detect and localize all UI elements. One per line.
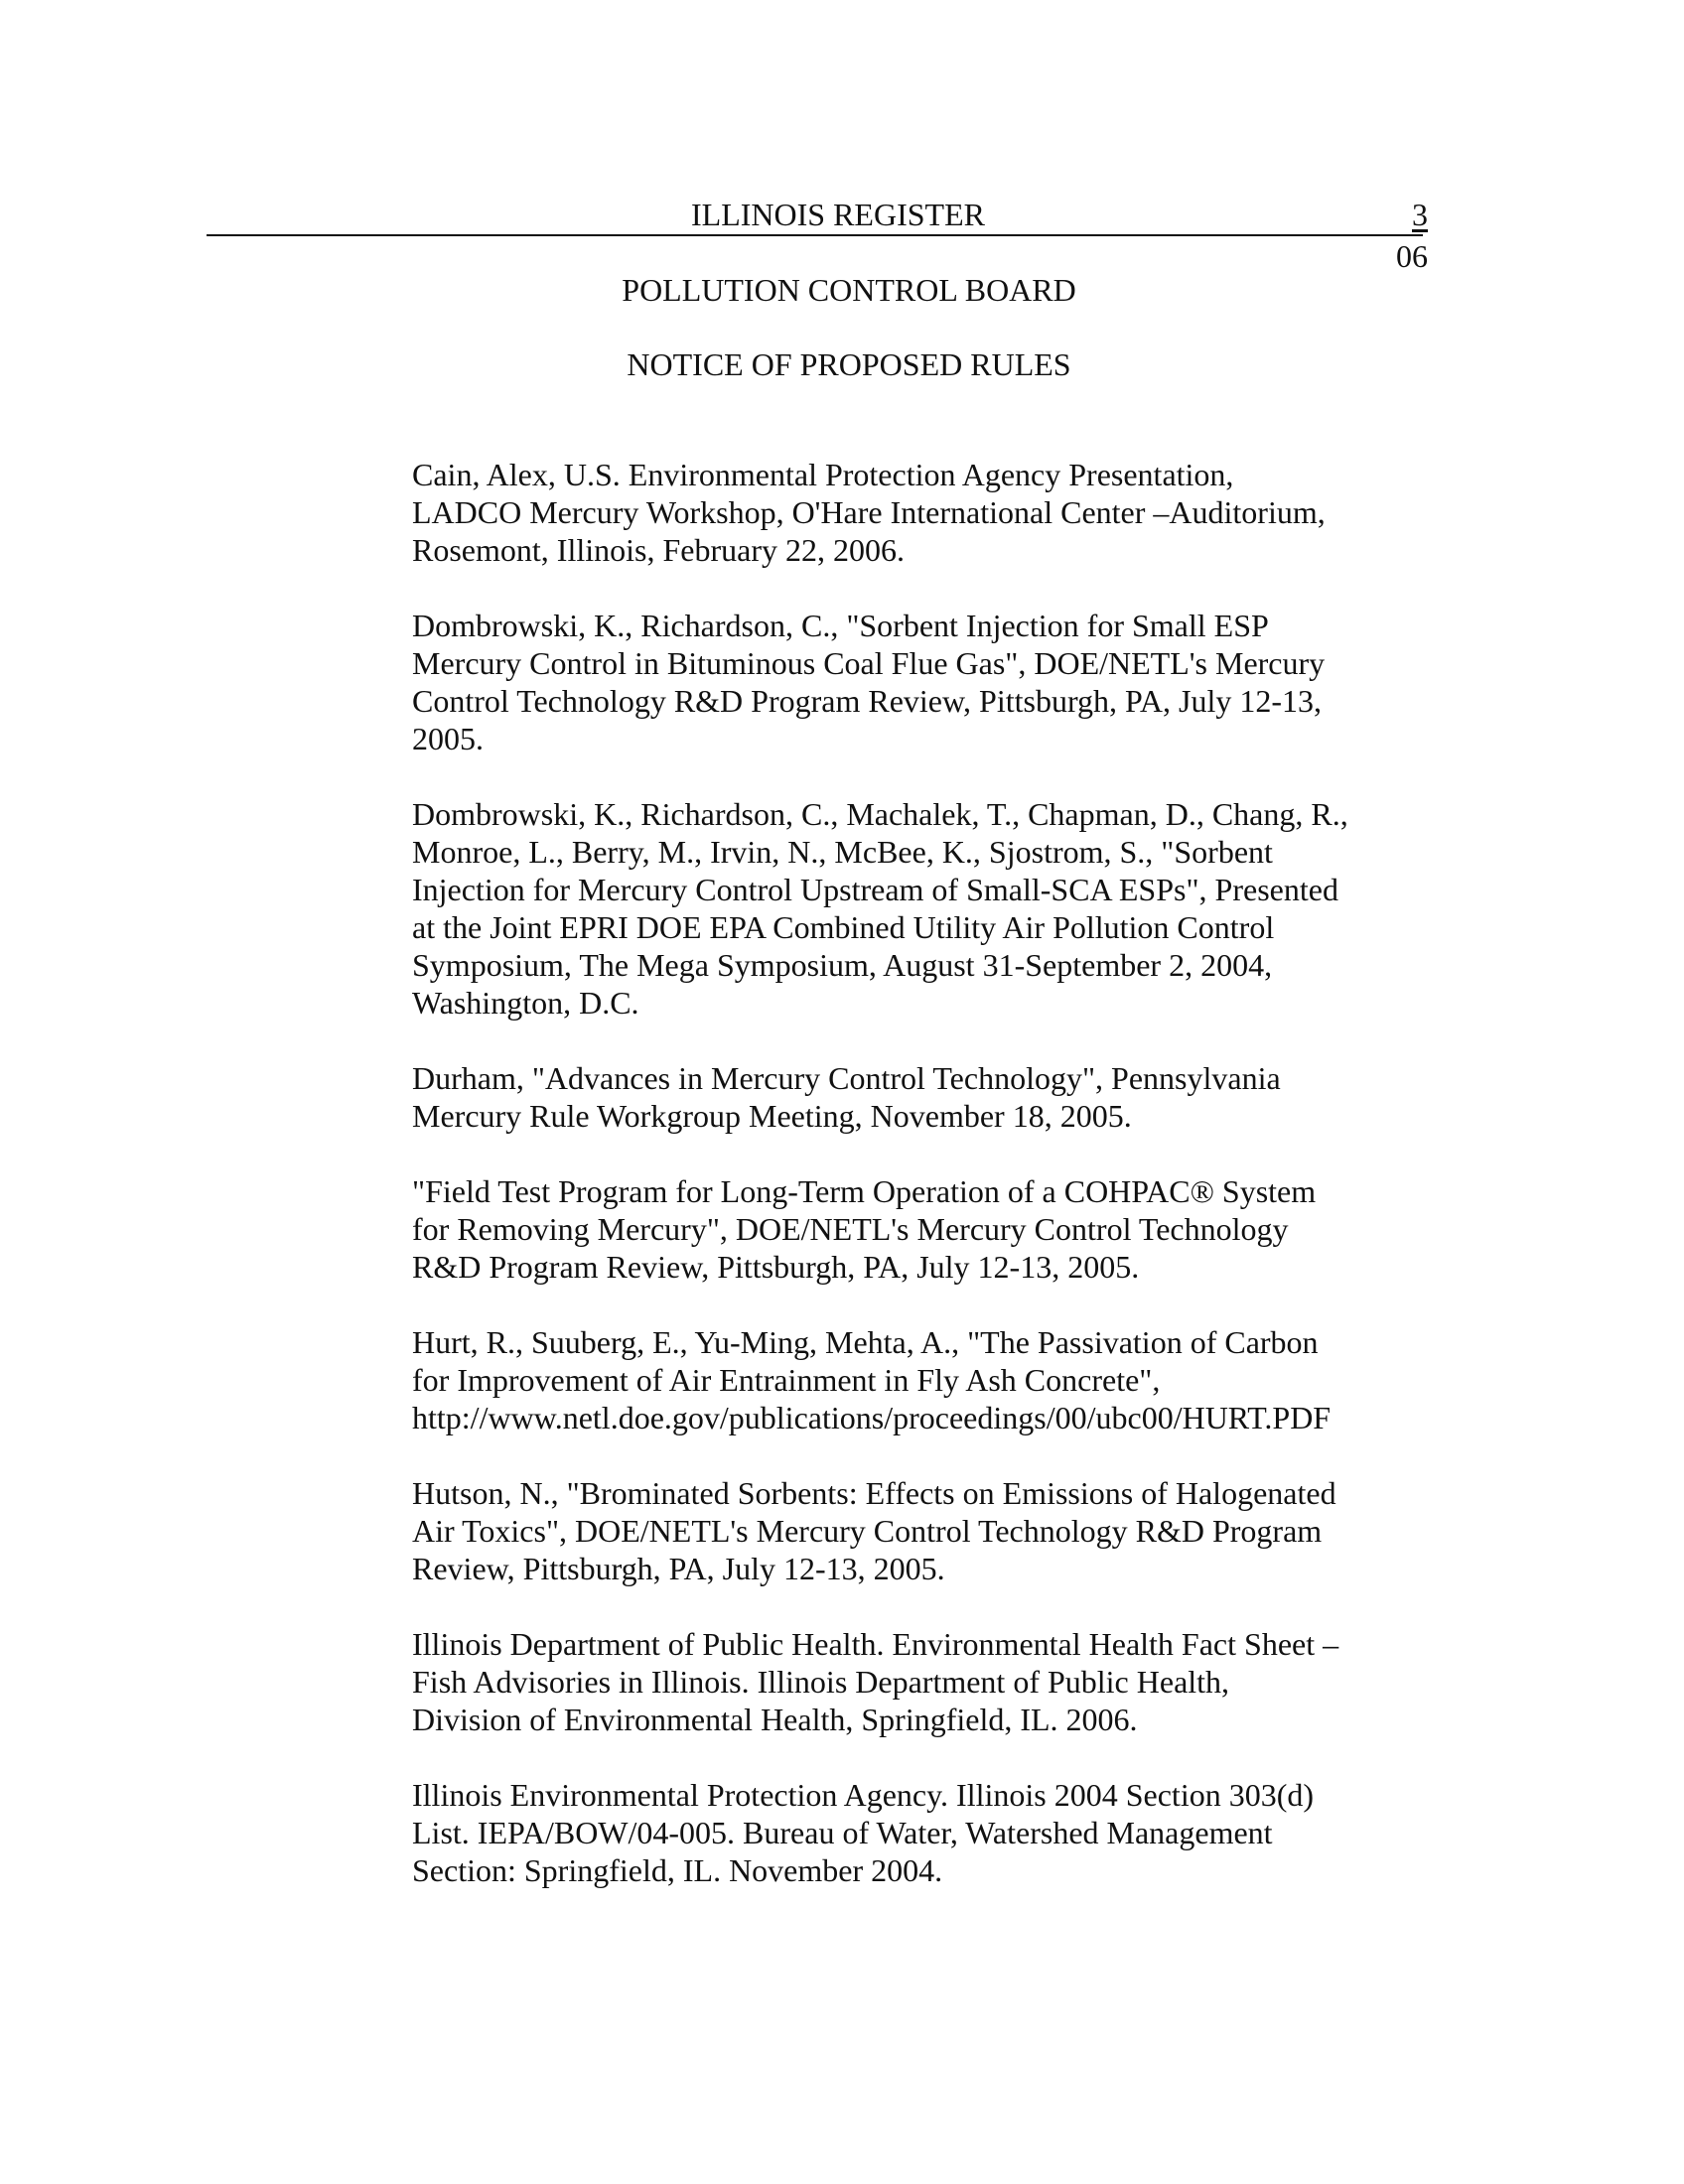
reference-entry (412, 795, 1405, 1022)
reference-line: Mercury Rule Workgroup Meeting, November 18, 2005. (412, 1098, 1132, 1134)
reference-line: Air Toxics", DOE/NETL's Mercury Control Technology R&D Program (412, 1513, 1323, 1549)
reference-line: "Field Test Program for Long-Term Operation of a COHPAC® System (412, 1173, 1317, 1209)
reference-entry (412, 1776, 1405, 1889)
reference-line: Section: Springfield, IL. November 2004. (412, 1852, 943, 1888)
reference-entry (412, 607, 1405, 757)
reference-line: for Removing Mercury", DOE/NETL's Mercury Control Technology (412, 1211, 1289, 1247)
reference-entry (412, 1323, 1405, 1436)
reference-line: 2005. (412, 721, 484, 756)
reference-line: Dombrowski, K., Richardson, C., "Sorbent Injection for Small ESP (412, 608, 1269, 643)
reference-line: Monroe, L., Berry, M., Irvin, N., McBee, K., Sjostrom, S., "Sorbent (412, 834, 1273, 870)
reference-entry (412, 456, 1405, 569)
reference-line: Hutson, N., "Brominated Sorbents: Effects on Emissions of Halogenated (412, 1475, 1336, 1511)
reference-line: Division of Environmental Health, Springfield, IL. 2006. (412, 1702, 1138, 1737)
page-number: 3 (1412, 197, 1428, 232)
reference-line: Control Technology R&D Program Review, Pittsburgh, PA, July 12-13, (412, 683, 1322, 719)
reference-line: http://www.netl.doe.gov/publications/proceedings/00/ubc00/HURT.PDF (412, 1400, 1332, 1435)
reference-line: at the Joint EPRI DOE EPA Combined Utility Air Pollution Control (412, 909, 1275, 945)
reference-entry (412, 1172, 1405, 1286)
reference-entry (412, 1059, 1405, 1135)
reference-line: R&D Program Review, Pittsburgh, PA, July 12-13, 2005. (412, 1249, 1140, 1285)
header-rule (207, 234, 1423, 236)
reference-list (412, 456, 1405, 1927)
reference-line: Symposium, The Mega Symposium, August 31-September 2, 2004, (412, 947, 1273, 983)
reference-entry (412, 1474, 1405, 1587)
reference-line: List. IEPA/BOW/04-005. Bureau of Water, Watershed Management (412, 1815, 1273, 1850)
reference-line: Review, Pittsburgh, PA, July 12-13, 2005. (412, 1551, 945, 1586)
reference-line: Cain, Alex, U.S. Environmental Protection Agency Presentation, (412, 457, 1234, 492)
reference-line: Rosemont, Illinois, February 22, 2006. (412, 532, 905, 568)
reference-entry (412, 1625, 1405, 1738)
agency-heading: POLLUTION CONTROL BOARD (622, 272, 1076, 308)
reference-line: Illinois Environmental Protection Agency. Illinois 2004 Section 303(d) (412, 1777, 1315, 1813)
reference-line: Washington, D.C. (412, 985, 639, 1021)
reference-line: Dombrowski, K., Richardson, C., Machalek, T., Chapman, D., Chang, R., (412, 796, 1348, 832)
reference-line: LADCO Mercury Workshop, O'Hare International Center –Auditorium, (412, 494, 1326, 530)
reference-line: Hurt, R., Suuberg, E., Yu-Ming, Mehta, A., "The Passivation of Carbon (412, 1324, 1319, 1360)
reference-line: Mercury Control in Bituminous Coal Flue Gas", DOE/NETL's Mercury (412, 645, 1326, 681)
reference-line: Fish Advisories in Illinois. Illinois Department of Public Health, (412, 1664, 1230, 1700)
volume-number: 06 (1396, 238, 1428, 274)
reference-line: Durham, "Advances in Mercury Control Technology", Pennsylvania (412, 1060, 1281, 1096)
register-title: ILLINOIS REGISTER (691, 197, 985, 232)
notice-heading: NOTICE OF PROPOSED RULES (627, 346, 1071, 382)
reference-line: for Improvement of Air Entrainment in Fly Ash Concrete", (412, 1362, 1161, 1398)
reference-line: Injection for Mercury Control Upstream of Small-SCA ESPs", Presented (412, 872, 1338, 907)
reference-line: Illinois Department of Public Health. Environmental Health Fact Sheet – (412, 1626, 1339, 1662)
